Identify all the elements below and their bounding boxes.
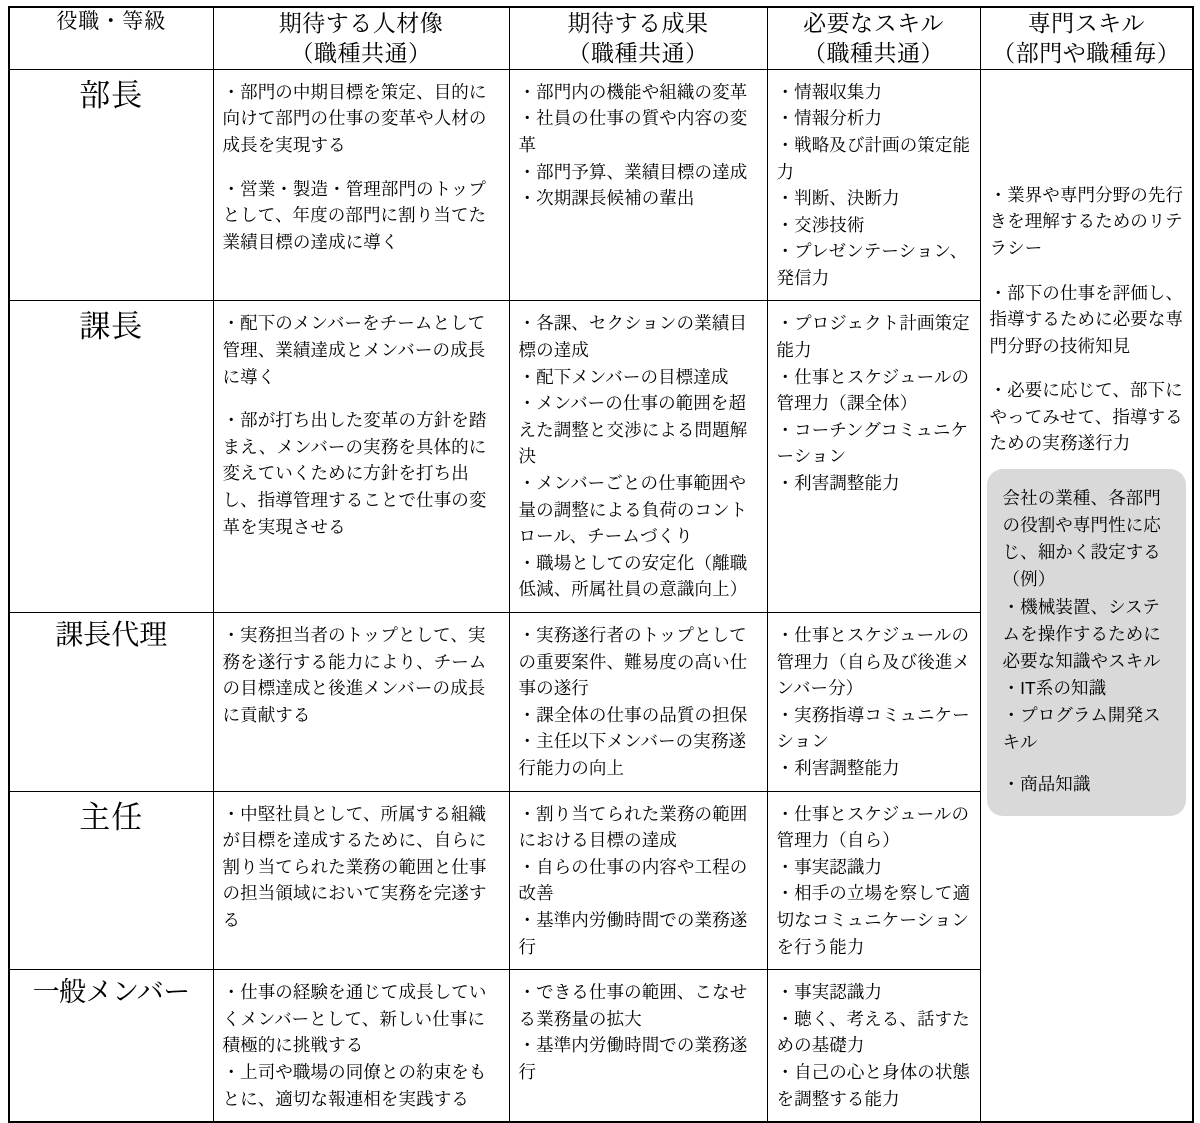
role-label-kacho-dairi: 課長代理 bbox=[9, 613, 213, 792]
role-label-kacho: 課長 bbox=[9, 301, 213, 613]
skill-item: ・仕事とスケジュールの管理力（課全体） bbox=[776, 366, 970, 414]
persona-item: ・上司や職場の同僚との約束をもとに、適切な報連相を実践する bbox=[222, 1061, 487, 1109]
specialist-skill-cell bbox=[980, 69, 1193, 1122]
specialist-box-item: ・商品知識 bbox=[1002, 774, 1091, 795]
grade-definition-table bbox=[8, 6, 1194, 1123]
persona-item: ・配下のメンバーをチームとして管理、業績達成とメンバーの成長に導く bbox=[222, 313, 486, 387]
column-header-persona: 期待する人材像 （職種共通） bbox=[213, 7, 509, 69]
skill-item: ・情報収集力 bbox=[776, 81, 883, 102]
skill-cell-kacho-dairi bbox=[767, 613, 980, 792]
skill-item: ・戦略及び計画の策定能力 bbox=[776, 134, 971, 182]
outcome-item: ・メンバーの仕事の範囲を超えた調整と交渉による問題解決 bbox=[518, 393, 748, 467]
skill-cell-ippan-member bbox=[767, 970, 980, 1122]
specialist-box-item: ・プログラム開発スキル bbox=[1002, 705, 1161, 753]
persona-cell-kacho-dairi bbox=[213, 613, 509, 792]
outcome-item: ・割り当てられた業務の範囲における目標の達成 bbox=[518, 803, 748, 851]
persona-item: ・部門の中期目標を策定、目的に向けて部門の仕事の変革や人材の成長を実現する bbox=[222, 81, 487, 155]
skill-item: ・コーチングコミュニケーション bbox=[776, 419, 969, 467]
role-label-shunin: 主任 bbox=[9, 791, 213, 970]
outcome-cell-shunin bbox=[509, 791, 767, 970]
header-row bbox=[9, 7, 1193, 69]
outcome-item: ・配下メンバーの目標達成 bbox=[518, 366, 729, 387]
skill-item: ・仕事とスケジュールの管理力（自ら及び後進メンバー分） bbox=[776, 625, 971, 699]
specialist-box-example-label: （例） bbox=[1002, 569, 1056, 590]
specialist-item: ・部下の仕事を評価し、指導するために必要な専門分野の技術知見 bbox=[989, 282, 1184, 356]
role-label-ippan-member: 一般メンバー bbox=[9, 970, 213, 1122]
skill-item: ・自己の心と身体の状態を調整する能力 bbox=[776, 1061, 971, 1109]
skill-item: ・利害調整能力 bbox=[776, 757, 900, 778]
outcome-item: ・部門内の機能や組織の変革 bbox=[518, 81, 748, 102]
outcome-item: ・できる仕事の範囲、こなせる業務量の拡大 bbox=[518, 982, 748, 1029]
specialist-box-item: ・IT系の知識 bbox=[1002, 677, 1107, 698]
specialist-box-intro: 会社の業種、各部門の役割や専門性に応じ、細かく設定する bbox=[1002, 488, 1161, 563]
skill-item: ・交渉技術 bbox=[776, 214, 865, 235]
outcome-cell-kacho bbox=[509, 301, 767, 613]
skill-item: ・仕事とスケジュールの管理力（自ら） bbox=[776, 803, 970, 851]
skill-item: ・判断、決断力 bbox=[776, 188, 900, 209]
outcome-item: ・自らの仕事の内容や工程の改善 bbox=[518, 856, 748, 904]
persona-item: ・中堅社員として、所属する組織が目標を達成するために、自らに割り当てられた業務の範囲と仕事の担当領域において実務を完遂する bbox=[222, 803, 487, 930]
outcome-cell-ippan-member bbox=[509, 970, 767, 1122]
outcome-item: ・主任以下メンバーの実務遂行能力の向上 bbox=[518, 731, 747, 778]
outcome-item: ・各課、セクションの業績目標の達成 bbox=[518, 313, 747, 361]
skill-item: ・聴く、考える、話すための基礎力 bbox=[776, 1008, 970, 1056]
specialist-upper-list bbox=[981, 70, 1193, 457]
table-header bbox=[9, 7, 1193, 69]
specialist-item: ・業界や専門分野の先行きを理解するためのリテラシー bbox=[989, 184, 1184, 258]
skill-cell-shunin bbox=[767, 791, 980, 970]
column-header-specialist-skill: 専門スキル （部門や職種毎） bbox=[980, 7, 1193, 69]
outcome-item: ・メンバーごとの仕事範囲や量の調整による負荷のコントロール、チームづくり bbox=[518, 473, 748, 547]
skill-item: ・事実認識力 bbox=[776, 982, 883, 1003]
persona-cell-shunin bbox=[213, 791, 509, 970]
outcome-item: ・課全体の仕事の品質の担保 bbox=[518, 704, 748, 725]
outcome-item: ・次期課長候補の輩出 bbox=[518, 188, 695, 209]
table-body bbox=[9, 69, 1193, 1122]
column-header-role: 役職・等級 bbox=[9, 7, 213, 69]
outcome-item: ・社員の仕事の質や内容の変革 bbox=[518, 108, 748, 155]
persona-cell-ippan-member bbox=[213, 970, 509, 1122]
skill-item: ・相手の立場を察して適切なコミュニケーションを行う能力 bbox=[776, 883, 971, 957]
persona-item: ・営業・製造・管理部門のトップとして、年度の部門に割り当てた業績目標の達成に導く bbox=[222, 178, 487, 252]
outcome-item: ・部門予算、業績目標の達成 bbox=[518, 161, 748, 182]
skill-item: ・プロジェクト計画策定能力 bbox=[776, 313, 970, 361]
skill-cell-bucho bbox=[767, 69, 980, 301]
skill-item: ・プレゼンテーション、発信力 bbox=[776, 241, 968, 288]
persona-cell-kacho bbox=[213, 301, 509, 613]
specialist-item: ・必要に応じて、部下にやってみせて、指導するための実務遂行力 bbox=[989, 380, 1183, 454]
skill-cell-kacho bbox=[767, 301, 980, 613]
persona-item: ・部が打ち出した変革の方針を踏まえ、メンバーの実務を具体的に変えていくために方針を打ち出し、指導管理することで仕事の変革を実現させる bbox=[222, 410, 487, 537]
persona-item: ・実務担当者のトップとして、実務を遂行する能力により、チームの目標達成と後進メンバーの成長に貢献する bbox=[222, 625, 487, 725]
skill-item: ・情報分析力 bbox=[776, 108, 883, 129]
skill-item: ・事実認識力 bbox=[776, 856, 883, 877]
column-header-skill: 必要なスキル （職種共通） bbox=[767, 7, 980, 69]
specialist-example-box bbox=[987, 469, 1187, 816]
specialist-box-item: ・機械装置、システムを操作するために必要な知識やスキル bbox=[1002, 596, 1161, 671]
outcome-cell-bucho bbox=[509, 69, 767, 301]
outcome-item: ・実務遂行者のトップとしての重要案件、難易度の高い仕事の遂行 bbox=[518, 625, 748, 699]
outcome-cell-kacho-dairi bbox=[509, 613, 767, 792]
skill-item: ・利害調整能力 bbox=[776, 473, 900, 494]
outcome-item: ・基準内労働時間での業務遂行 bbox=[518, 1035, 748, 1082]
persona-item: ・仕事の経験を通じて成長していくメンバーとして、新しい仕事に積極的に挑戦する bbox=[222, 982, 487, 1056]
table-row bbox=[9, 69, 1193, 301]
role-label-bucho: 部長 bbox=[9, 69, 213, 301]
outcome-item: ・基準内労働時間での業務遂行 bbox=[518, 909, 748, 957]
column-header-outcome: 期待する成果 （職種共通） bbox=[509, 7, 767, 69]
persona-cell-bucho bbox=[213, 69, 509, 301]
outcome-item: ・職場としての安定化（離職低減、所属社員の意識向上） bbox=[518, 552, 748, 600]
skill-item: ・実務指導コミュニケーション bbox=[776, 704, 970, 752]
